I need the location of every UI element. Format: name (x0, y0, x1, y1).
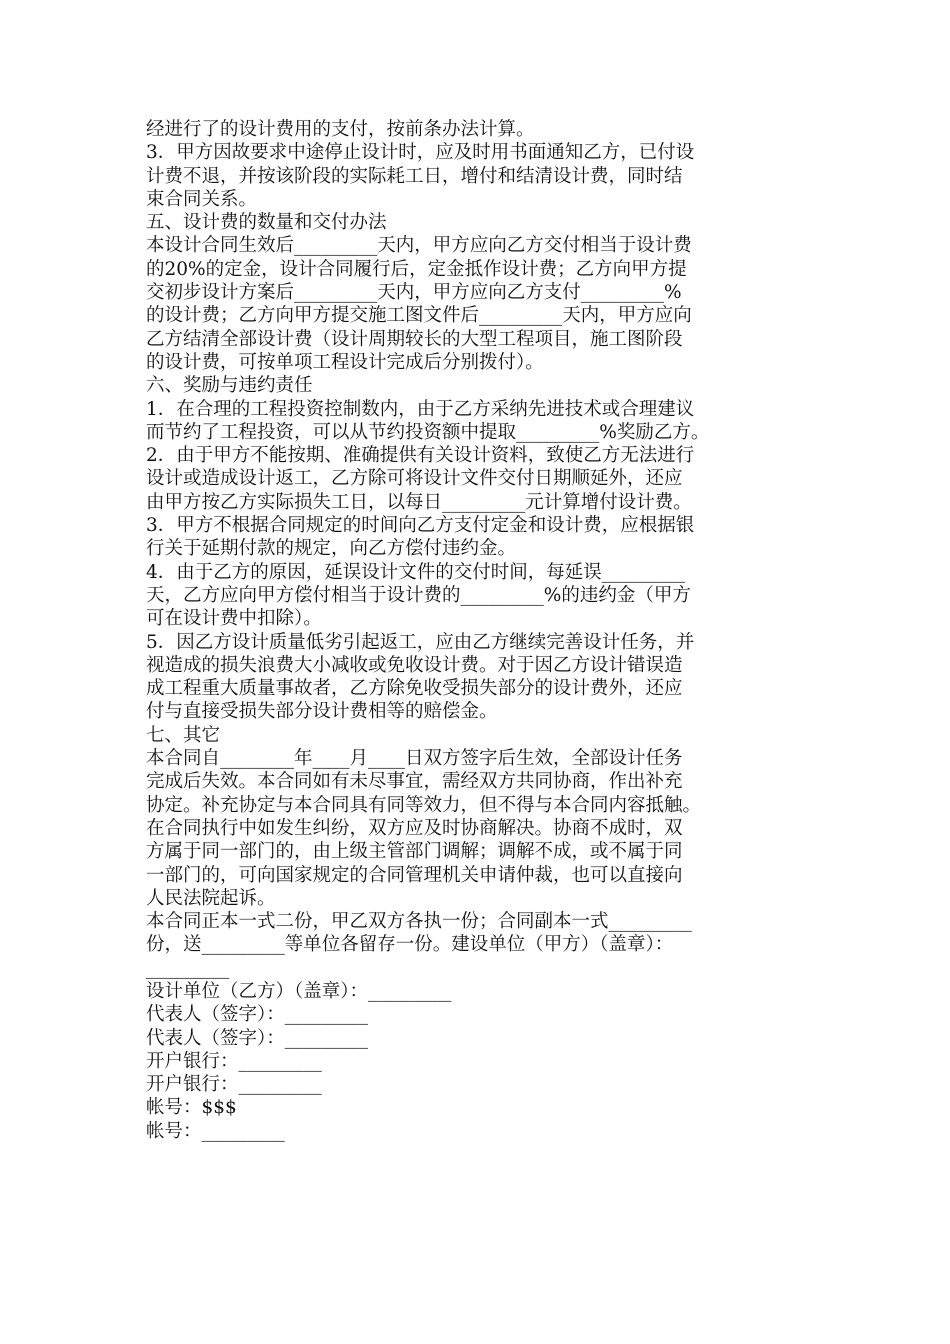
text-line: 3．甲方因故要求中途停止设计时，应及时用书面通知乙方，已付设 (146, 142, 695, 164)
document-body (146, 118, 810, 1143)
signature-line: 开户银行：_________ (146, 1050, 322, 1072)
text-line: 由甲方按乙方实际损失工日，以每日_________元计算增付设计费。 (146, 491, 692, 513)
text-line: 交初步设计方案后_________天内，甲方应向乙方支付_________% (146, 282, 682, 304)
text-line: 而节约了工程投资，可以从节约投资额中提取_________%奖励乙方。 (146, 421, 710, 443)
text-line: 视造成的损失浪费大小减收或免收设计费。对于因乙方设计错误造 (146, 654, 683, 676)
signature-line: 代表人（签字）：_________ (146, 1027, 369, 1049)
text-line: 行关于延期付款的规定，向乙方偿付违约金。 (146, 538, 517, 560)
signature-line: 帐号：$$$ (146, 1097, 237, 1119)
text-line: 束合同关系。 (146, 188, 258, 210)
text-line: 的设计费；乙方向甲方提交施工图文件后_________天内，甲方应向 (146, 305, 692, 327)
text-line: 完成后失效。本合同如有未尽事宜，需经双方共同协商，作出补充 (146, 771, 683, 793)
text-line: 在合同执行中如发生纠纷，双方应及时协商解决。协商不成时，双 (146, 817, 683, 839)
text-line: 天，乙方应向甲方偿付相当于设计费的_________%的违约金（甲方 (146, 584, 691, 606)
text-line: 计费不退，并按该阶段的实际耗工日，增付和结清设计费，同时结 (146, 165, 683, 187)
text-line: 本设计合同生效后_________天内，甲方应向乙方交付相当于设计费 (146, 235, 692, 257)
signature-line: 代表人（签字）：_________ (146, 1004, 369, 1026)
signature-line: 帐号：_________ (146, 1120, 285, 1142)
text-line: 2．由于甲方不能按期、准确提供有关设计资料，致使乙方无法进行 (146, 445, 695, 467)
text-line: 协定。补充协定与本合同具有同等效力，但不得与本合同内容抵触。 (146, 794, 702, 816)
text-line: 本合同正本一式二份，甲乙双方各执一份；合同副本一式_________ (146, 911, 692, 933)
signature-line: 开户银行：_________ (146, 1074, 322, 1096)
text-line: 设计或造成设计返工，乙方除可将设计文件交付日期顺延外，还应 (146, 468, 683, 490)
text-line: 经进行了的设计费用的支付，按前条办法计算。 (146, 119, 535, 140)
text-line: 5．因乙方设计质量低劣引起返工，应由乙方继续完善设计任务，并 (146, 631, 695, 653)
text-line: 本合同自________年____月____日双方签字后生效，全部设计任务 (146, 748, 683, 770)
text-line: 成工程重大质量事故者，乙方除免收受损失部分的设计费外，还应 (146, 678, 683, 700)
section-heading: 六、奖励与违约责任 (146, 375, 313, 397)
section-heading: 七、其它 (146, 724, 221, 746)
text-line: 1．在合理的工程投资控制数内，由于乙方采纳先进技术或合理建议 (146, 398, 695, 420)
text-line: 方属于同一部门的，由上级主管部门调解；调解不成，或不属于同 (146, 841, 683, 863)
text-line: 份，送_________等单位各留存一份。建设单位（甲方）（盖章）： (146, 934, 674, 956)
text-line: 乙方结清全部设计费（设计周期较长的大型工程项目，施工图阶段 (146, 328, 683, 350)
text-line: 4．由于乙方的原因，延误设计文件的交付时间，每延误_________ (146, 561, 686, 583)
text-line: 人民法院起诉。 (146, 887, 276, 909)
text-line: 的20%的定金，设计合同履行后，定金抵作设计费；乙方向甲方提 (146, 258, 687, 280)
text-line: 可在设计费中扣除）。 (146, 608, 322, 630)
text-line: 3．甲方不根据合同规定的时间向乙方支付定金和设计费，应根据银 (146, 515, 695, 537)
text-line: 付与直接受损失部分设计费相等的赔偿金。 (146, 701, 498, 723)
signature-blank: _________ (146, 957, 230, 979)
signature-line: 设计单位（乙方）（盖章）：_________ (146, 980, 452, 1002)
section-heading: 五、设计费的数量和交付办法 (146, 212, 387, 234)
text-line: 一部门的，可向国家规定的合同管理机关申请仲裁，也可以直接向 (146, 864, 683, 886)
text-line: 的设计费，可按单项工程设计完成后分别拨付）。 (146, 351, 544, 373)
